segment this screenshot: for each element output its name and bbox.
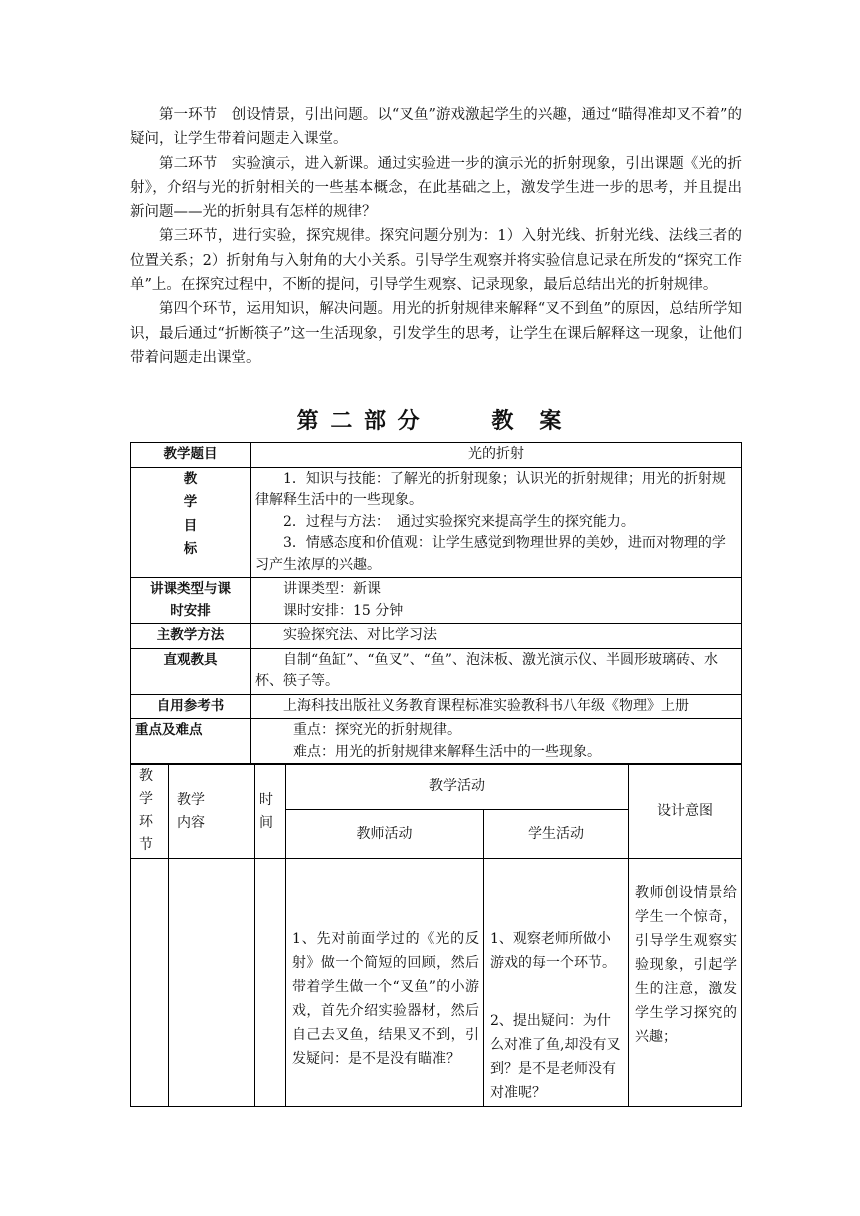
reference-text: 上海科技出版社义务教育课程标准实验教科书八年级《物理》上册: [283, 697, 689, 714]
content-header-line: 内容: [177, 815, 205, 831]
goal-item: 2．过程与方法： 通过实验探究来提高学生的探究能力。: [283, 513, 635, 530]
activity-header: 教学活动: [286, 764, 629, 810]
goals-label-char: 目: [183, 517, 198, 534]
content-header-line: 教学: [177, 792, 205, 808]
time-cell: [255, 859, 286, 1107]
stage-header-char: 学: [139, 791, 153, 807]
activity-row: [131, 859, 742, 1107]
design-intent-cell: [629, 859, 742, 1107]
method-row: [131, 624, 742, 649]
method-text: 实验探究法、对比学习法: [283, 627, 437, 643]
aids-text: 自制“鱼缸”、“鱼叉”、“鱼”、泡沫板、激光演示仪、半圆形玻璃砖、水杯、筷子等。: [255, 651, 718, 689]
type-value: [251, 578, 742, 624]
type-label-line: 时安排: [170, 602, 211, 619]
type-row: [131, 578, 742, 624]
key-label: 重点及难点: [131, 719, 251, 765]
stage-header-char: 节: [139, 837, 153, 853]
design-header: 设计意图: [629, 764, 742, 859]
time-header: [255, 764, 286, 859]
aids-label: 直观教具: [131, 648, 251, 694]
intro-paragraph-3: 第三环节，进行实验，探究规律。探究问题分别为：1）入射光线、折射光线、法线三者的位置关系；2）折射角与入射角的大小关系。引导学生观察并将实验信息记录在所发的“探究工作单”上。在探究过程中，不断的提问，引导学生观察、记录现象，最后总结出光的折射规律。: [130, 228, 742, 294]
part-title-right: 教 案: [491, 408, 564, 434]
teacher-activity-cell: [286, 859, 484, 1107]
lesson-type: 讲课类型：新课: [283, 581, 381, 597]
goals-label: [131, 467, 251, 578]
stage-header-char: 教: [139, 768, 153, 784]
key-row: [131, 719, 742, 765]
teacher-header: 教师活动: [286, 810, 484, 859]
stage-cell: [131, 859, 169, 1107]
teacher-activity-text: 1、先对前面学过的《光的反射》做一个简短的回顾，然后带着学生做一个“叉鱼”的小游戏，首先介绍实验器材，然后自己去叉鱼，结果叉不到，引发疑问：是不是没有瞄准？: [292, 931, 479, 1067]
intro-paragraph-2: 第二环节 实验演示，进入新课。通过实验进一步的演示光的折射现象，引出课题《光的折射》，介绍与光的折射相关的一些基本概念，在此基础之上，激发学生进一步的思考，并且提出新问题——光的折射具有怎样的规律？: [130, 155, 742, 221]
method-label: 主教学方法: [131, 624, 251, 649]
type-label: [131, 578, 251, 624]
goal-item: 1．知识与技能：了解光的折射现象；认识光的折射规律；用光的折射规律解释生活中的一些现象。: [255, 470, 726, 508]
design-intent-text: 教师创设情景给学生一个惊奇，引导学生观察实验现象，引起学生的注意，激发学生学习探究的兴趣；: [635, 885, 737, 1045]
student-activity-text-1: 1、观察老师所做小游戏的每一个环节。: [490, 931, 616, 971]
student-activity-text-2: 2、提出疑问：为什么对准了鱼,却没有叉到？是不是老师没有对准呢？: [490, 1013, 621, 1101]
intro-paragraph-4: 第四个环节，运用知识，解决问题。用光的折射规律来解释“叉不到鱼”的原因，总结所学知识，最后通过“折断筷子”这一生活现象，引发学生的思考，让学生在课后解释这一现象，让他们带着问题走出课堂。: [130, 301, 742, 366]
stage-header-char: 环: [139, 814, 153, 830]
lesson-time: 课时安排：15 分钟: [283, 602, 404, 619]
key-point: 重点：探究光的折射规律。: [293, 722, 461, 738]
stage-header: [131, 764, 169, 859]
student-header: 学生活动: [484, 810, 629, 859]
part-title: [0, 404, 860, 435]
time-header-char: 间: [259, 815, 273, 831]
lesson-plan-table: [130, 442, 742, 765]
goals-row: [131, 467, 742, 578]
goal-item: 3．情感态度和价值观：让学生感觉到物理世界的美妙，进而对物理的学习产生浓厚的兴趣。: [255, 535, 726, 573]
goals-value: [251, 467, 742, 578]
difficult-point: 难点：用光的折射规律来解释生活中的一些现象。: [293, 743, 601, 760]
content-cell: [169, 859, 255, 1107]
goals-label-char: 学: [183, 494, 198, 510]
aids-row: [131, 648, 742, 694]
reference-row: [131, 694, 742, 719]
activity-header-row: [131, 764, 742, 810]
time-header-char: 时: [259, 792, 273, 808]
content-header: [169, 764, 255, 859]
topic-value: 光的折射: [251, 443, 742, 468]
topic-row: [131, 443, 742, 468]
reference-value: [251, 694, 742, 719]
intro-paragraph-1: 第一环节 创设情景，引出问题。以“叉鱼”游戏激起学生的兴趣，通过“瞄得准却叉不着”的疑问，让学生带着问题走入课堂。: [130, 107, 742, 148]
goals-label-char: 标: [183, 541, 198, 557]
goals-label-char: 教: [183, 470, 198, 487]
method-value: [251, 624, 742, 649]
type-label-line: 讲课类型与课: [150, 581, 231, 597]
topic-label: 教学题目: [131, 443, 251, 468]
intro-section: [130, 103, 742, 370]
key-value: [251, 719, 742, 765]
reference-label: 自用参考书: [131, 694, 251, 719]
part-title-left: 第 二 部 分: [296, 408, 422, 434]
activity-table: [130, 763, 742, 1107]
aids-value: [251, 648, 742, 694]
student-activity-cell: [484, 859, 629, 1107]
